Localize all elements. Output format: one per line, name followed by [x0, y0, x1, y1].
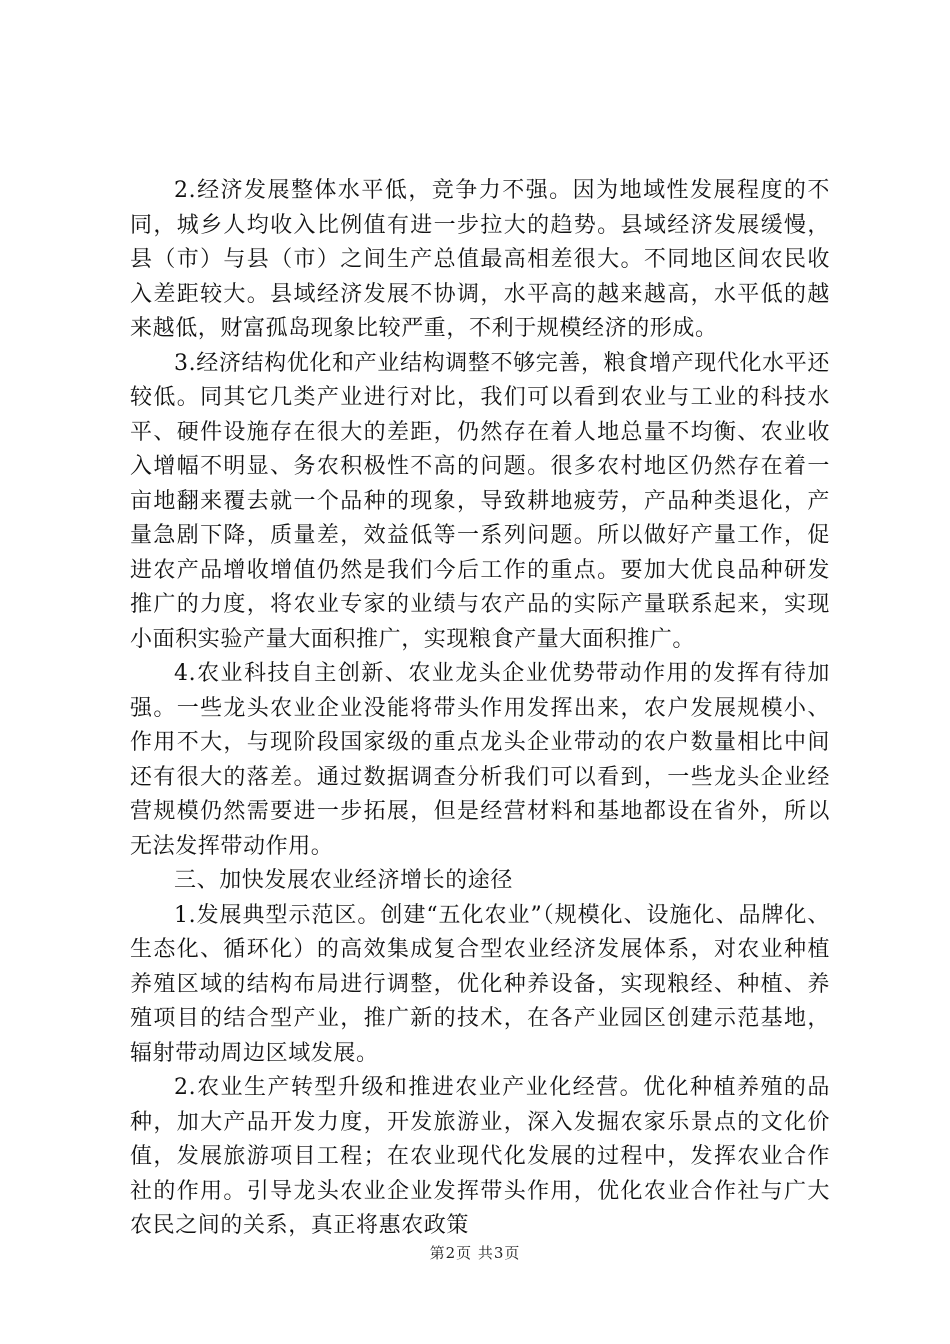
- document-body: [130, 174, 830, 1244]
- page-footer: 第2页 共3页: [429, 1244, 521, 1262]
- paragraph-structure-optimization: 3.经济结构优化和产业结构调整不够完善，粮食增产现代化水平还较低。同其它几类产业进行对比，我们可以看到农业与工业的科技水平、硬件设施存在很大的差距，仍然存在着人地总量不均衡、农业收入增幅不明显、务农积极性不高的问题。很多农村地区仍然存在着一亩地翻来覆去就一个品种的现象，导致耕地疲劳，产品种类退化，产量急剧下降，质量差，效益低等一系列问题。所以做好产量工作，促进农产品增收增值仍然是我们今后工作的重点。要加大优良品种研发推广的力度，将农业专家的业绩与农产品的实际产量联系起来，实现小面积实验产量大面积推广，实现粮食产量大面积推广。: [130, 350, 830, 652]
- section-heading: 三、加快发展农业经济增长的途径: [174, 868, 514, 893]
- paragraph-demo-zone: 1.发展典型示范区。创建“五化农业”（规模化、设施化、品牌化、生态化、循环化）的高效集成复合型农业经济发展体系，对农业种植养殖区域的结构布局进行调整，优化种养设备，实现粮经、种植、养殖项目的结合型产业，推广新的技术，在各产业园区创建示范基地，辐射带动周边区域发展。: [130, 902, 830, 1066]
- paragraph-tech-innovation: 4.农业科技自主创新、农业龙头企业优势带动作用的发挥有待加强。一些龙头农业企业没能将带头作用发挥出来，农户发展规模小、作用不大，与现阶段国家级的重点龙头企业带动的农户数量相比中间还有很大的落差。通过数据调查分析我们可以看到，一些龙头企业经营规模仍然需要进一步拓展，但是经营材料和基地都设在省外，所以无法发挥带动作用。: [130, 661, 830, 859]
- paragraph-economic-level: 2.经济发展整体水平低，竞争力不强。因为地域性发展程度的不同，城乡人均收入比例值有进一步拉大的趋势。县域经济发展缓慢，县（市）与县（市）之间生产总值最高相差很大。不同地区间农民收入差距较大。县域经济发展不协调，水平高的越来越高，水平低的越来越低，财富孤岛现象比较严重，不利于规模经济的形成。: [130, 178, 830, 341]
- paragraph-industrialization: 2.农业生产转型升级和推进农业产业化经营。优化种植养殖的品种，加大产品开发力度，开发旅游业，深入发掘农家乐景点的文化价值，发展旅游项目工程；在农业现代化发展的过程中，发挥农业合作社的作用。引导龙头农业企业发挥带头作用，优化农业合作社与广大农民之间的关系，真正将惠农政策: [130, 1075, 830, 1238]
